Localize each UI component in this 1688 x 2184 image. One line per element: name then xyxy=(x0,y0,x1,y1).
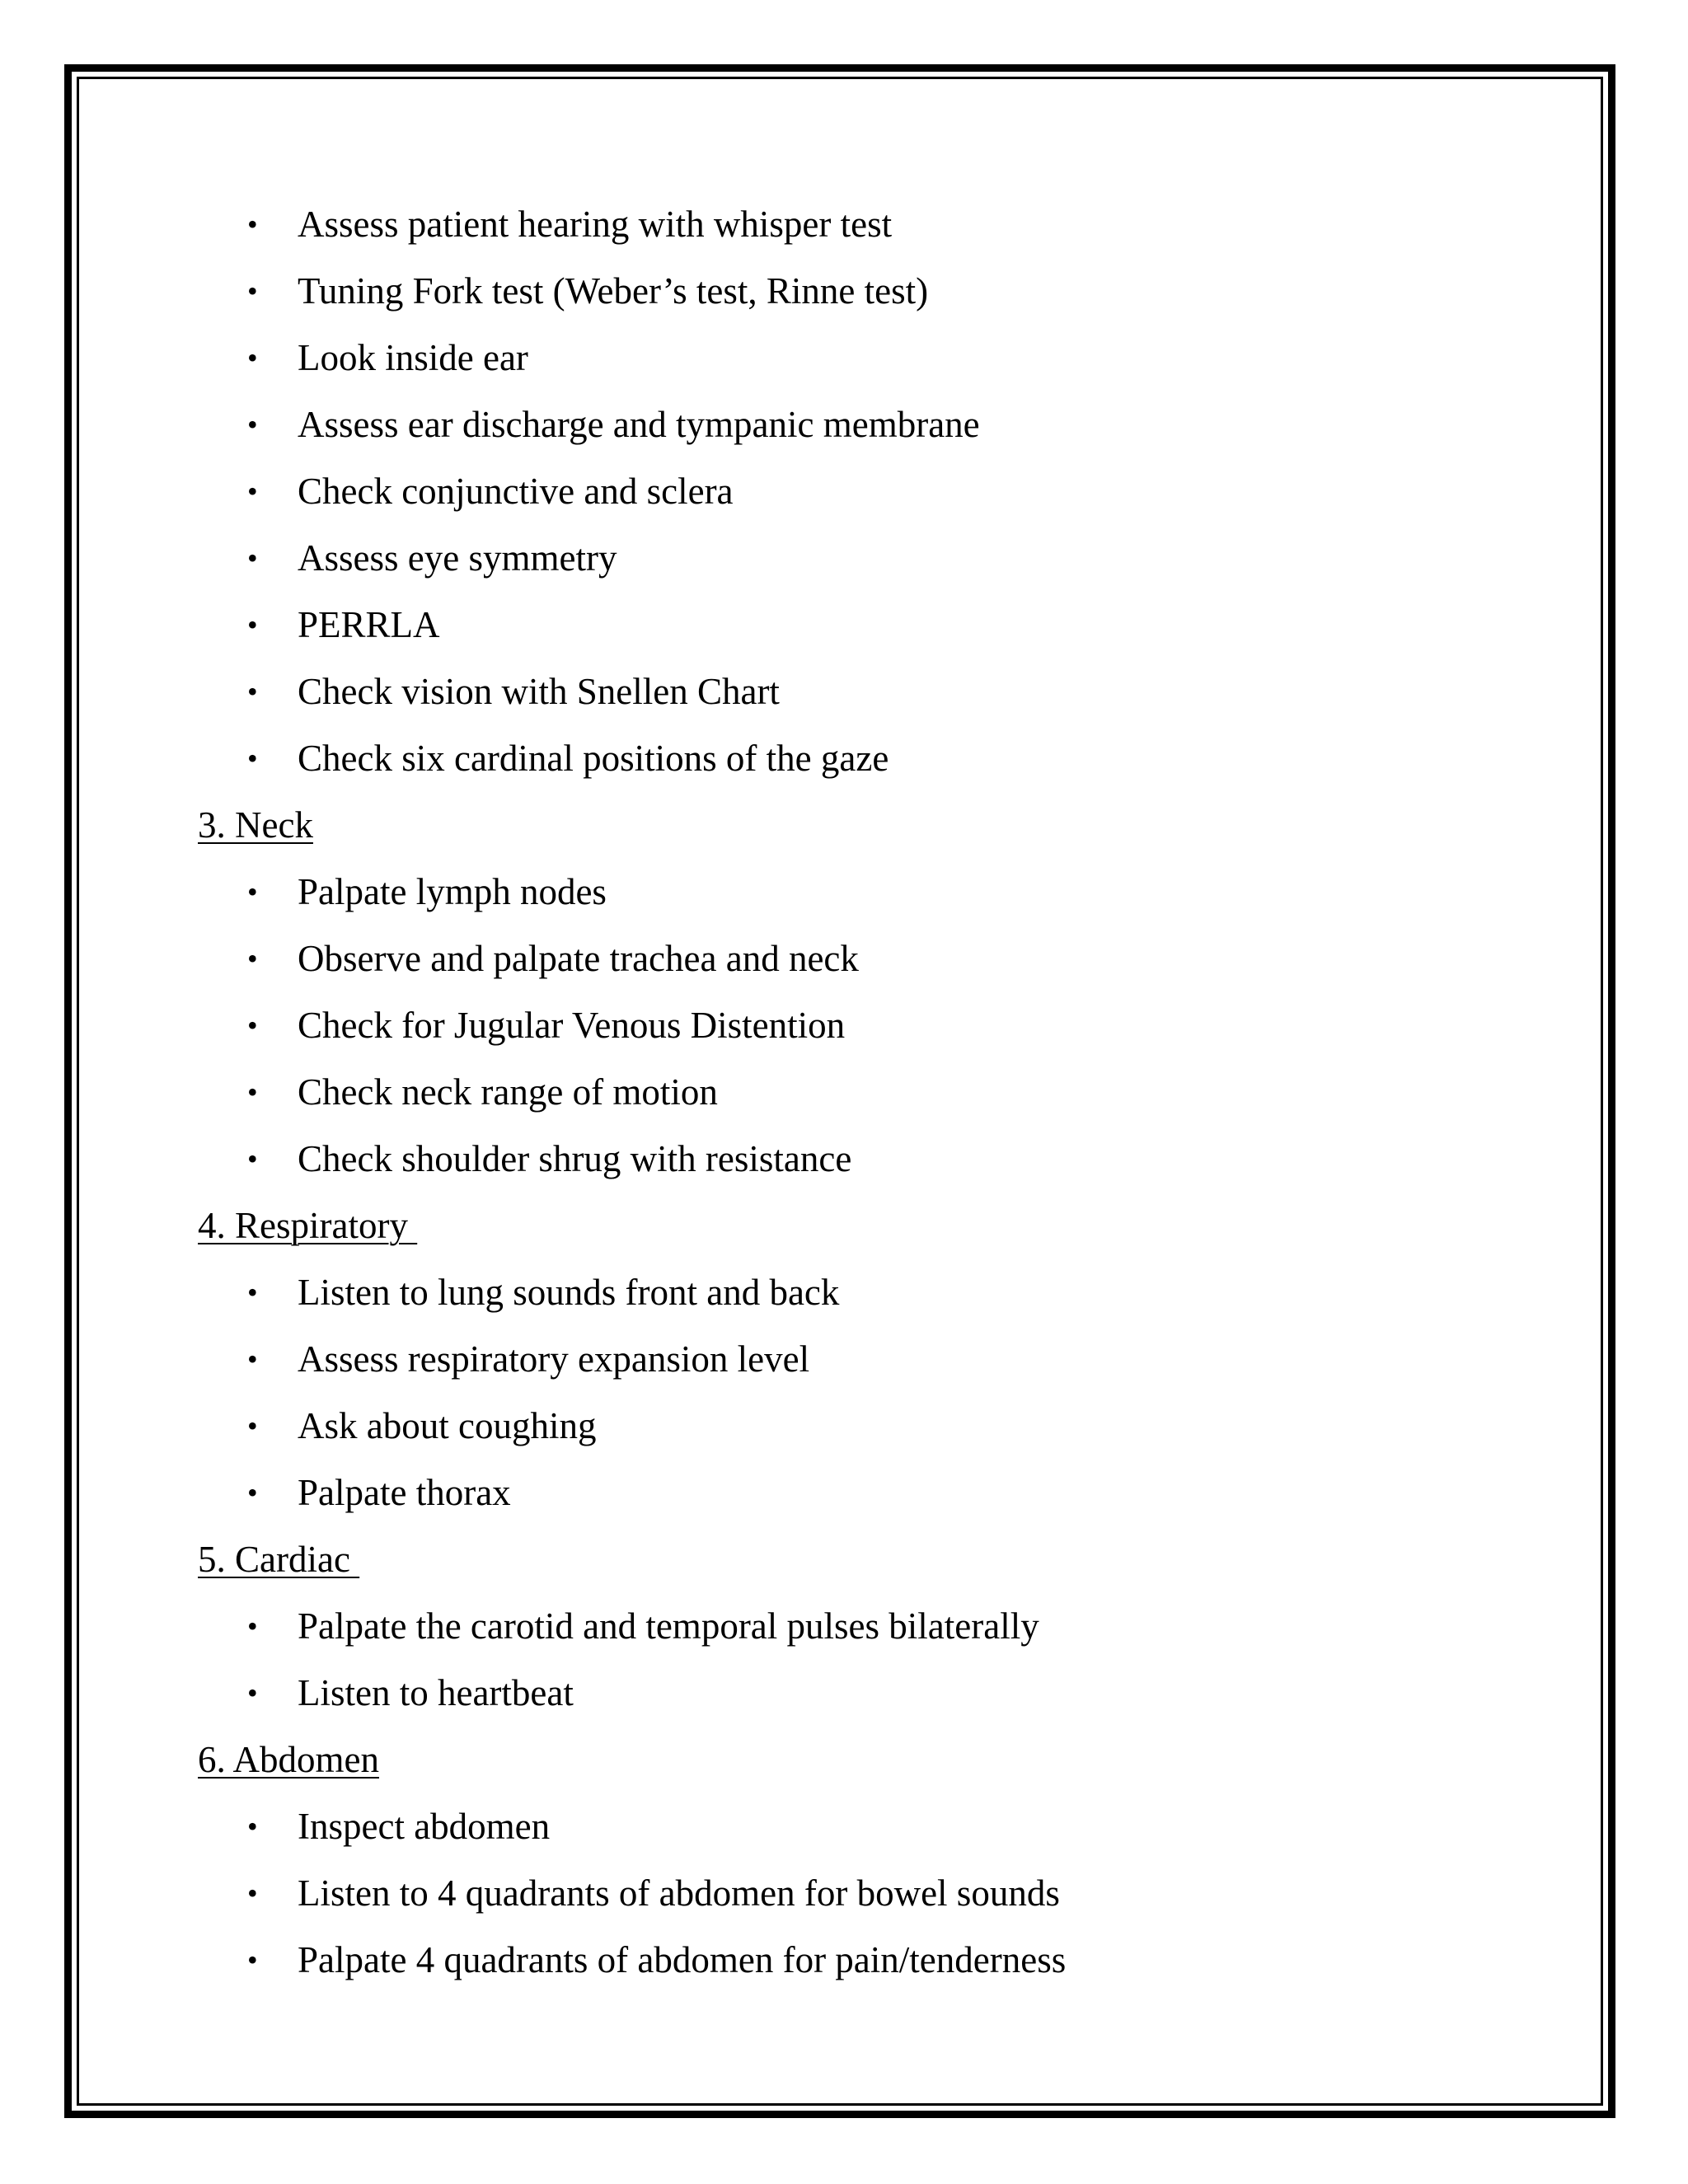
section-heading-respiratory xyxy=(0,1193,1688,1259)
bullet-icon: • xyxy=(247,1076,258,1108)
section-heading-text: 6. Abdomen xyxy=(198,1739,379,1780)
list-item-text: Palpate 4 quadrants of abdomen for pain/tenderness xyxy=(298,1939,1067,1980)
bullet-icon: • xyxy=(247,1409,258,1442)
list-item xyxy=(0,725,1688,792)
list-item xyxy=(0,992,1688,1059)
list-item-text: Inspect abdomen xyxy=(298,1806,551,1847)
list-item-text: Observe and palpate trachea and neck xyxy=(298,938,859,979)
bullet-icon: • xyxy=(247,742,258,775)
list-item xyxy=(0,1393,1688,1460)
section-heading-text: 3. Neck xyxy=(198,804,313,846)
bullet-icon: • xyxy=(247,408,258,441)
list-item-text: Tuning Fork test (Weber’s test, Rinne test) xyxy=(298,270,929,312)
list-item xyxy=(0,1460,1688,1526)
bullet-icon: • xyxy=(247,208,258,241)
list-item xyxy=(0,325,1688,391)
list-item-text: Listen to heartbeat xyxy=(298,1672,574,1713)
list-item xyxy=(0,1860,1688,1927)
bullet-icon: • xyxy=(247,1877,258,1910)
section-heading-text: 4. Respiratory xyxy=(198,1205,418,1246)
bullet-icon: • xyxy=(247,541,258,574)
list-item xyxy=(0,525,1688,592)
list-item xyxy=(0,1660,1688,1727)
list-item xyxy=(0,1326,1688,1393)
list-item-text: Assess respiratory expansion level xyxy=(298,1338,810,1380)
bullet-icon: • xyxy=(247,1810,258,1843)
list-item-text: Check conjunctive and sclera xyxy=(298,471,734,512)
document-content xyxy=(0,191,1688,1994)
list-item-text: Look inside ear xyxy=(298,337,528,378)
list-item-text: Assess ear discharge and tympanic membrane xyxy=(298,404,980,445)
bullet-icon: • xyxy=(247,1943,258,1976)
list-item-text: Listen to 4 quadrants of abdomen for bowel sounds xyxy=(298,1872,1060,1914)
list-item xyxy=(0,1793,1688,1860)
list-item-text: Check neck range of motion xyxy=(298,1071,718,1113)
bullet-icon: • xyxy=(247,608,258,641)
bullet-icon: • xyxy=(247,1009,258,1042)
bullet-icon: • xyxy=(247,1610,258,1643)
list-item-text: Ask about coughing xyxy=(298,1405,597,1446)
bullet-icon: • xyxy=(247,1276,258,1309)
bullet-icon: • xyxy=(247,875,258,908)
list-item-text: Check for Jugular Venous Distention xyxy=(298,1005,846,1046)
list-item-text: Check shoulder shrug with resistance xyxy=(298,1138,852,1179)
list-item-text: PERRLA xyxy=(298,604,440,645)
bullet-icon: • xyxy=(247,1343,258,1376)
list-item-text: Assess eye symmetry xyxy=(298,537,617,579)
list-item xyxy=(0,1927,1688,1994)
list-item xyxy=(0,1259,1688,1326)
bullet-icon: • xyxy=(247,942,258,975)
bullet-icon: • xyxy=(247,475,258,508)
list-item-text: Check vision with Snellen Chart xyxy=(298,671,780,712)
list-item xyxy=(0,926,1688,992)
list-item-text: Palpate thorax xyxy=(298,1472,511,1513)
section-heading-cardiac xyxy=(0,1526,1688,1593)
list-item-text: Palpate the carotid and temporal pulses bilaterally xyxy=(298,1605,1039,1647)
bullet-icon: • xyxy=(247,1142,258,1175)
list-item xyxy=(0,658,1688,725)
list-item xyxy=(0,391,1688,458)
bullet-icon: • xyxy=(247,675,258,708)
bullet-icon: • xyxy=(247,341,258,374)
list-item xyxy=(0,258,1688,325)
list-item-text: Listen to lung sounds front and back xyxy=(298,1272,840,1313)
list-item xyxy=(0,458,1688,525)
list-item-text: Palpate lymph nodes xyxy=(298,871,607,912)
bullet-icon: • xyxy=(247,1476,258,1509)
list-item-text: Check six cardinal positions of the gaze xyxy=(298,738,889,779)
list-item xyxy=(0,592,1688,658)
bullet-icon: • xyxy=(247,1676,258,1709)
list-item-text: Assess patient hearing with whisper test xyxy=(298,204,893,245)
list-item xyxy=(0,1126,1688,1193)
section-heading-neck xyxy=(0,792,1688,859)
list-item xyxy=(0,1059,1688,1126)
list-item xyxy=(0,859,1688,926)
list-item xyxy=(0,1593,1688,1660)
section-heading-text: 5. Cardiac xyxy=(198,1539,360,1580)
bullet-icon: • xyxy=(247,274,258,307)
section-heading-abdomen xyxy=(0,1727,1688,1793)
list-item xyxy=(0,191,1688,258)
